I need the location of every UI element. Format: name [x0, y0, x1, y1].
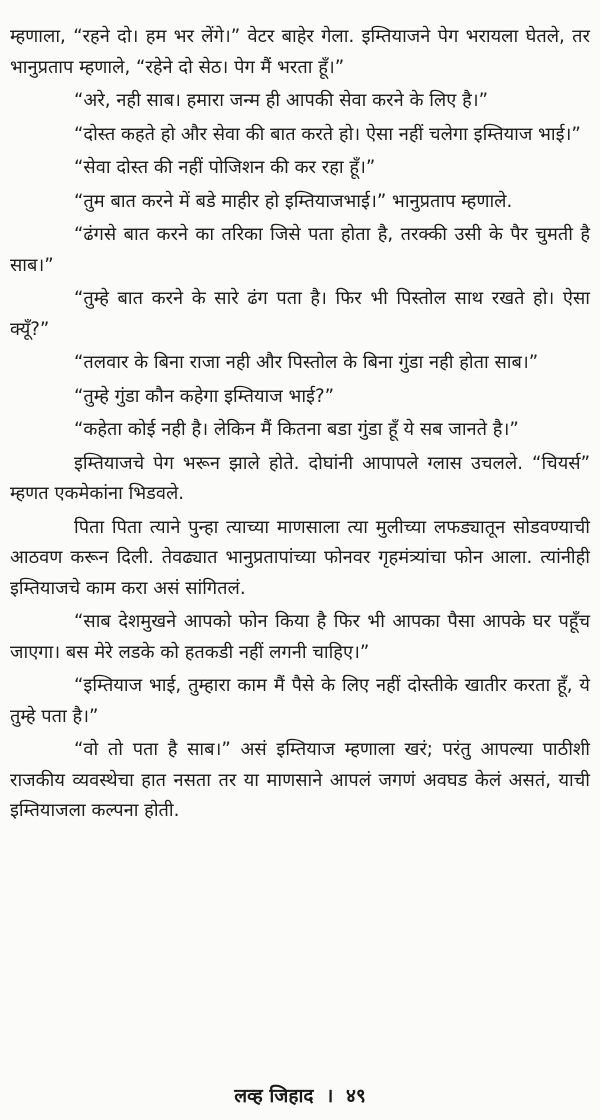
paragraph: “तुम्हे गुंडा कौन कहेगा इम्तियाज भाई?”: [74, 385, 335, 407]
paragraph: “दोस्त कहते हो और सेवा की बात करते हो। ऐसा नहीं चलेगा इम्तियाज भाई।”: [74, 123, 581, 145]
page-number: ४९: [345, 1085, 366, 1107]
footer-separator: ।: [326, 1085, 334, 1107]
paragraph-continuation: म्हणाला, “रहने दो। हम भर लेंगे।” वेटर बाहेर गेला. इम्तियाजने पेग भरायला घेतले, तर भानुप्रताप म्हणाले, “रहेने दो सेठ। पेग मैं भरता हूँ।”: [10, 26, 590, 78]
book-title: लव्ह जिहाद: [234, 1085, 314, 1107]
paragraph: “तुम बात करने में बडे माहीर हो इम्तियाजभाई।” भानुप्रताप म्हणाले.: [74, 190, 513, 212]
paragraph: “तुम्हे बात करने के सारे ढंग पता है। फिर भी पिस्तोल साथ रखते हो। ऐसा क्यूँ?”: [10, 288, 590, 340]
paragraph: “तलवार के बिना राजा नही और पिस्तोल के बिना गुंडा नही होता साब।”: [74, 352, 539, 373]
paragraph: “कहेता कोई नही है। लेकिन मैं कितना बडा गुंडा हूँ ये सब जानते है।”: [74, 419, 519, 440]
paragraph: “अरे, नही साब। हमारा जन्म ही आपकी सेवा करने के लिए है।”: [74, 90, 489, 111]
page-footer: [0, 1082, 600, 1108]
paragraph: “ढंगसे बात करने का तरिका जिसे पता होता है, तरक्की उसी के पैर चुमती है साब।”: [10, 224, 590, 276]
paragraph: “इम्तियाज भाई, तुम्हारा काम मैं पैसे के लिए नहीं दोस्तीके खातीर करता हूँ, ये तुम्हे पता है।”: [10, 675, 590, 727]
paragraph: पिता पिता त्याने पुन्हा त्याच्या माणसाला त्या मुलीच्या लफड्यातून सोडवण्याची आठवण करून दिली. तेवढ्यात भानुप्रतापांच्या फोनवर गृहमंत्र्यांचा फोन आला. त्यांनीही इम्तियाजचे काम करा असं सांगितलं.: [10, 516, 590, 599]
paragraph: “साब देशमुखने आपको फोन किया है फिर भी आपका पैसा आपके घर पहूँच जाएगा। बस मेरे लडके को हतकडी नहीं लगनी चाहिए।”: [10, 611, 590, 663]
paragraph: इम्तियाजचे पेग भरून झाले होते. दोघांनी आपापले ग्लास उचलले. “चियर्स” म्हणत एकमेकांना भिडवले.: [10, 452, 590, 504]
paragraph: “वो तो पता है साब।” असं इम्तियाज म्हणाला खरं; परंतु आपल्या पाठीशी राजकीय व्यवस्थेचा हात नसता तर या माणसाने आपलं जगणं अवघड केलं असतं, याची इम्तियाजला कल्पना होती.: [10, 739, 590, 821]
page-body-text: [10, 22, 590, 830]
paragraph: “सेवा दोस्त की नहीं पोजिशन की कर रहा हूँ।”: [74, 157, 376, 178]
